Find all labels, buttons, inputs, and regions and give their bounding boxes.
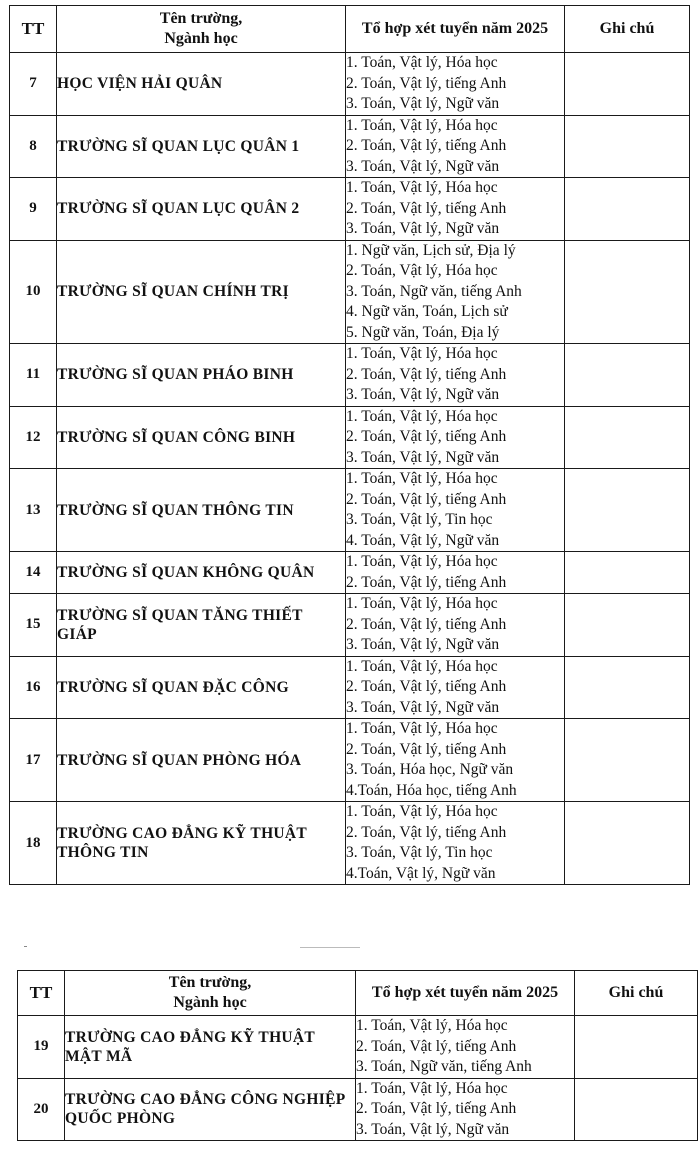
header-tt: TT — [18, 971, 65, 1016]
row-number: 16 — [10, 656, 57, 719]
table-row — [10, 115, 690, 178]
combo-item: 1. Toán, Vật lý, Hóa học — [346, 720, 498, 737]
combos-cell — [346, 178, 565, 241]
combo-item: 2. Toán, Vật lý, tiếng Anh — [346, 678, 507, 695]
row-number: 13 — [10, 469, 57, 552]
combo-item: 3. Toán, Vật lý, Ngữ văn — [346, 386, 500, 403]
header-name-line: Ngành học — [173, 994, 247, 1011]
table-row — [10, 178, 690, 241]
combos-cell — [356, 1078, 575, 1141]
row-number: 19 — [18, 1016, 65, 1079]
note-cell — [565, 240, 690, 344]
school-name-line: TRƯỜNG SĨ QUAN TĂNG THIẾT GIÁP — [57, 606, 303, 643]
row-number: 7 — [10, 53, 57, 116]
school-name-line: TRƯỜNG SĨ QUAN ĐẶC CÔNG — [57, 678, 289, 696]
school-name-cell — [57, 53, 346, 116]
school-name-cell — [57, 656, 346, 719]
combo-item: 1. Toán, Vật lý, Hóa học — [346, 116, 498, 134]
school-name-line: TRƯỜNG SĨ QUAN LỤC QUÂN 2 — [57, 200, 300, 218]
table-row — [10, 240, 690, 344]
table-row — [18, 1016, 698, 1079]
school-name-line: TRƯỜNG SĨ QUAN THÔNG TIN — [57, 501, 294, 519]
scan-artifact — [24, 946, 27, 947]
table-row — [10, 719, 690, 802]
school-name-line: TRƯỜNG CAO ĐẲNG KỸ THUẬT — [57, 825, 308, 842]
header-name-line: Ngành học — [164, 30, 238, 47]
row-number: 10 — [10, 240, 57, 344]
combo-item: 1. Toán, Vật lý, Hóa học — [356, 1079, 508, 1097]
scan-artifact — [300, 947, 360, 948]
header-combos: Tổ hợp xét tuyển năm 2025 — [346, 6, 565, 53]
combo-item: 1. Toán, Vật lý, Hóa học — [346, 407, 498, 425]
header-name-line: Tên trường, — [168, 974, 252, 991]
combos-cell — [346, 406, 565, 469]
combo-item: 2. Toán, Vật lý, tiếng Anh — [346, 823, 507, 841]
table-row — [18, 1078, 698, 1141]
note-cell — [565, 53, 690, 116]
row-number: 8 — [10, 115, 57, 178]
table-row — [10, 552, 690, 594]
table-row — [10, 802, 690, 885]
school-name-line: TRƯỜNG SĨ QUAN CHÍNH TRỊ — [57, 283, 289, 301]
school-name-cell — [57, 178, 346, 241]
note-cell — [575, 1016, 698, 1079]
combo-item: 2. Toán, Vật lý, tiếng Anh — [346, 573, 507, 591]
combos-cell — [346, 240, 565, 344]
row-number: 11 — [10, 344, 57, 407]
combo-item: 2. Toán, Vật lý, tiếng Anh — [356, 1037, 517, 1055]
combo-item: 3. Toán, Vật lý, Ngữ văn — [346, 157, 500, 175]
combo-item: 4.Toán, Vật lý, Ngữ văn — [346, 864, 496, 882]
note-cell — [565, 594, 690, 657]
combo-item: 3. Toán, Hóa học, Ngữ văn — [346, 761, 514, 778]
combos-cell — [346, 552, 565, 594]
combo-item: 3. Toán, Vật lý, Ngữ văn — [356, 1120, 510, 1138]
row-number: 9 — [10, 178, 57, 241]
table-row — [10, 53, 690, 116]
note-cell — [565, 115, 690, 178]
row-number: 14 — [10, 552, 57, 594]
combos-cell — [356, 1016, 575, 1079]
school-name-line: TRƯỜNG SĨ QUAN CÔNG BINH — [57, 428, 296, 446]
combos-cell — [346, 115, 565, 178]
combo-item: 1. Toán, Vật lý, Hóa học — [346, 803, 498, 820]
school-name-line: TRƯỜNG SĨ QUAN LỤC QUÂN 1 — [57, 137, 300, 155]
header-school-name — [57, 6, 346, 53]
combo-item: 1. Toán, Vật lý, Hóa học — [346, 595, 498, 612]
combo-item: 2. Toán, Vật lý, tiếng Anh — [346, 365, 507, 383]
combos-cell — [346, 53, 565, 116]
school-name-cell — [65, 1078, 356, 1141]
combo-item: 1. Toán, Vật lý, Hóa học — [346, 54, 498, 71]
header-school-name — [65, 971, 356, 1016]
combo-item: 1. Toán, Vật lý, Hóa học — [346, 470, 498, 487]
combo-item: 5. Ngữ văn, Toán, Địa lý — [346, 323, 500, 341]
combo-item: 2. Toán, Vật lý, tiếng Anh — [346, 74, 507, 92]
school-name-cell — [57, 594, 346, 657]
school-name-line: TRƯỜNG SĨ QUAN PHÒNG HÓA — [57, 751, 302, 769]
combo-item: 1. Toán, Vật lý, Hóa học — [346, 179, 498, 196]
table-body — [10, 53, 690, 885]
table-header-row — [10, 6, 690, 53]
combos-cell — [346, 469, 565, 552]
combo-item: 1. Toán, Vật lý, Hóa học — [346, 657, 498, 675]
table-row — [10, 344, 690, 407]
note-cell — [565, 178, 690, 241]
combos-cell — [346, 344, 565, 407]
header-name-line: Tên trường, — [159, 10, 243, 27]
row-number: 17 — [10, 719, 57, 802]
school-name-line: HỌC VIỆN HẢI QUÂN — [57, 75, 223, 93]
combo-item: 3. Toán, Vật lý, Ngữ văn — [346, 636, 500, 653]
combo-item: 3. Toán, Vật lý, Tin học — [346, 844, 493, 861]
row-number: 20 — [18, 1078, 65, 1141]
school-name-line: TRƯỜNG SĨ QUAN KHÔNG QUÂN — [57, 564, 315, 581]
school-name-cell — [57, 115, 346, 178]
combo-item: 2. Toán, Vật lý, tiếng Anh — [346, 428, 507, 445]
combo-item: 4. Toán, Vật lý, Ngữ văn — [346, 531, 500, 549]
school-name-line: TRƯỜNG SĨ QUAN PHÁO BINH — [57, 366, 294, 384]
combo-item: 3. Toán, Vật lý, Ngữ văn — [346, 95, 500, 112]
combo-item: 3. Toán, Ngữ văn, tiếng Anh — [356, 1058, 532, 1075]
combo-item: 4. Ngữ văn, Toán, Lịch sử — [346, 303, 508, 320]
table-header-row — [18, 971, 698, 1016]
combo-item: 1. Toán, Vật lý, Hóa học — [356, 1017, 508, 1034]
combo-item: 3. Toán, Vật lý, Tin học — [346, 511, 493, 528]
note-cell — [565, 469, 690, 552]
table-row — [10, 656, 690, 719]
row-number: 18 — [10, 802, 57, 885]
table-row — [10, 469, 690, 552]
school-name-cell — [57, 406, 346, 469]
row-number: 15 — [10, 594, 57, 657]
school-name-line: THÔNG TIN — [57, 844, 149, 861]
combos-cell — [346, 719, 565, 802]
combo-item: 1. Ngữ văn, Lịch sử, Địa lý — [346, 241, 516, 259]
combo-item: 1. Toán, Vật lý, Hóa học — [346, 553, 498, 570]
header-note: Ghi chú — [565, 6, 690, 53]
combo-item: 2. Toán, Vật lý, tiếng Anh — [346, 490, 507, 508]
school-name-line: QUỐC PHÒNG — [65, 1110, 176, 1128]
school-name-cell — [57, 719, 346, 802]
note-cell — [575, 1078, 698, 1141]
table-row — [10, 406, 690, 469]
combo-item: 2. Toán, Vật lý, tiếng Anh — [346, 199, 507, 217]
header-note: Ghi chú — [575, 971, 698, 1016]
table-body — [18, 1016, 698, 1141]
school-name-cell — [57, 344, 346, 407]
combo-item: 2. Toán, Vật lý, tiếng Anh — [346, 615, 507, 633]
combo-item: 4.Toán, Hóa học, tiếng Anh — [346, 781, 517, 799]
school-name-line: TRƯỜNG CAO ĐẲNG KỸ THUẬT — [65, 1028, 316, 1046]
combo-item: 2. Toán, Vật lý, tiếng Anh — [346, 740, 507, 758]
school-name-line: TRƯỜNG CAO ĐẲNG CÔNG NGHIỆP — [65, 1091, 346, 1109]
note-cell — [565, 802, 690, 885]
school-name-cell — [57, 802, 346, 885]
school-name-cell — [57, 469, 346, 552]
note-cell — [565, 719, 690, 802]
combo-item: 3. Toán, Vật lý, Ngữ văn — [346, 448, 500, 466]
combo-item: 3. Toán, Ngữ văn, tiếng Anh — [346, 282, 522, 300]
header-combos: Tổ hợp xét tuyển năm 2025 — [356, 971, 575, 1016]
combo-item: 2. Toán, Vật lý, Hóa học — [346, 262, 498, 279]
school-name-cell — [57, 240, 346, 344]
combo-item: 2. Toán, Vật lý, tiếng Anh — [356, 1100, 517, 1117]
combo-item: 2. Toán, Vật lý, tiếng Anh — [346, 137, 507, 154]
header-tt: TT — [10, 6, 57, 53]
combo-item: 1. Toán, Vật lý, Hóa học — [346, 345, 498, 362]
school-name-cell — [65, 1016, 356, 1079]
combos-cell — [346, 802, 565, 885]
combos-cell — [346, 656, 565, 719]
row-number: 12 — [10, 406, 57, 469]
table-row — [10, 594, 690, 657]
note-cell — [565, 406, 690, 469]
note-cell — [565, 656, 690, 719]
combo-item: 3. Toán, Vật lý, Ngữ văn — [346, 220, 500, 237]
note-cell — [565, 552, 690, 594]
admission-table-part-2 — [17, 970, 698, 1141]
school-name-line: MẬT MÃ — [65, 1047, 133, 1065]
school-name-cell — [57, 552, 346, 594]
combos-cell — [346, 594, 565, 657]
note-cell — [565, 344, 690, 407]
combo-item: 3. Toán, Vật lý, Ngữ văn — [346, 698, 500, 716]
admission-table-part-1 — [9, 5, 690, 885]
